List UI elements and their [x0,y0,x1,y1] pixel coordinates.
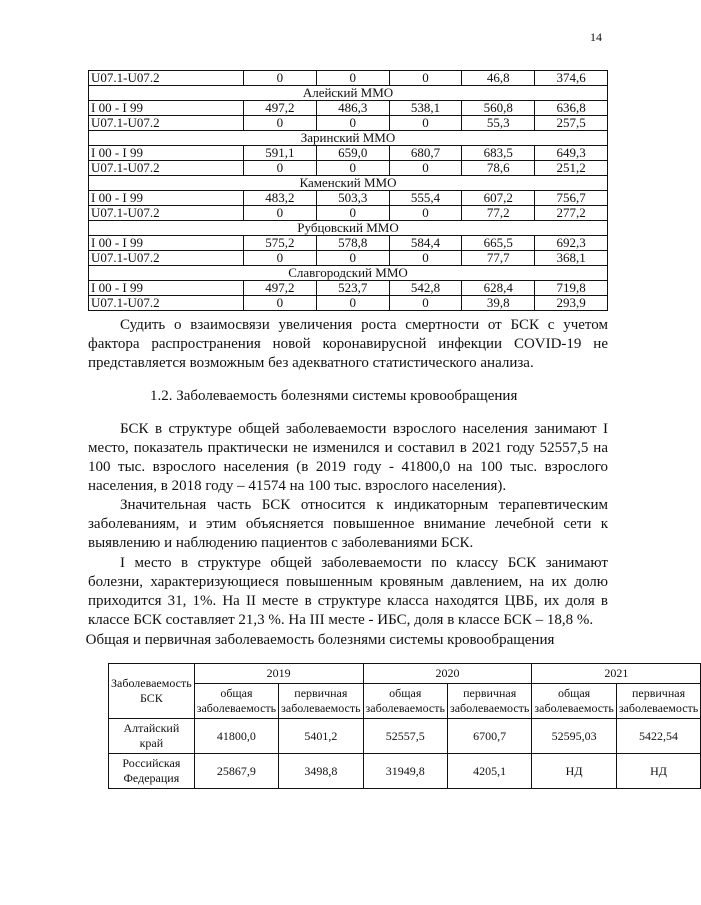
value-cell: 719,8 [535,281,608,296]
table-row [109,719,701,754]
value-cell: 659,0 [316,146,389,161]
code-cell: U07.1-U07.2 [89,71,244,86]
value-cell: 0 [389,296,462,311]
value-cell: 0 [244,161,317,176]
year-2019: 2019 [194,664,363,684]
value-cell: 0 [389,161,462,176]
sub-header: первичная заболеваемость [616,684,700,719]
section-title: Заринский ММО [89,131,608,146]
table-row [89,296,608,311]
table-row [89,251,608,266]
value-cell: 78,6 [462,161,535,176]
value-cell: 4205,1 [447,754,531,789]
value-cell: 0 [389,251,462,266]
value-cell: НД [532,754,616,789]
value-cell: 0 [389,206,462,221]
value-cell: 5422,54 [616,719,700,754]
table-row [89,236,608,251]
page-number: 14 [590,30,602,44]
table-row [89,281,608,296]
paragraph-2: БСК в структуре общей заболеваемости взрослого населения занимают I место, показатель практически не изменился и составил в 2021 году 52557,5 на 100 тыс. взрослого населения (в 2019 году - 41800,0 на 100 тыс. взрослого населения, в 2018 году – 41574 на 100 тыс. взрослого населения). [88,421,608,494]
sub-header: первичная заболеваемость [447,684,531,719]
value-cell: 46,8 [462,71,535,86]
value-cell: 578,8 [316,236,389,251]
code-cell: I 00 - I 99 [89,281,244,296]
row-header: Заболеваемость БСК [109,664,195,719]
value-cell: 0 [316,161,389,176]
table-row [89,116,608,131]
value-cell: 483,2 [244,191,317,206]
sub-header: первичная заболеваемость [279,684,363,719]
value-cell: 5401,2 [279,719,363,754]
section-heading: 1.2. Заболеваемость болезнями системы кровообращения [150,388,518,404]
sub-header: общая заболеваемость [363,684,447,719]
paragraph-3: Значительная часть БСК относится к индикаторным терапевтическим заболеваниям, и этим объясняется повышенное внимание лечебной сети к выявлению и наблюдению пациентов с заболеваниями БСК. [88,497,608,551]
value-cell: 497,2 [244,281,317,296]
value-cell: 251,2 [535,161,608,176]
code-cell: U07.1-U07.2 [89,296,244,311]
table-row [109,754,701,789]
section-title: Славгородский ММО [89,266,608,281]
value-cell: 0 [316,251,389,266]
value-cell: 628,4 [462,281,535,296]
year-2020: 2020 [363,664,532,684]
section-title: Каменский ММО [89,176,608,191]
region-cell: Российская Федерация [109,754,195,789]
table-row [89,146,608,161]
value-cell: 77,2 [462,206,535,221]
value-cell: 31949,8 [363,754,447,789]
value-cell: 0 [244,251,317,266]
code-cell: I 00 - I 99 [89,146,244,161]
table-caption: Общая и первичная заболеваемость болезнями системы кровообращения [85,632,555,648]
table-row [89,191,608,206]
value-cell: 0 [316,296,389,311]
value-cell: 575,2 [244,236,317,251]
value-cell: 560,8 [462,101,535,116]
value-cell: 665,5 [462,236,535,251]
value-cell: 649,3 [535,146,608,161]
section-title: Рубцовский ММО [89,221,608,236]
value-cell: 293,9 [535,296,608,311]
value-cell: 683,5 [462,146,535,161]
value-cell: 0 [244,71,317,86]
value-cell: 756,7 [535,191,608,206]
value-cell: 55,3 [462,116,535,131]
value-cell: 692,3 [535,236,608,251]
value-cell: 542,8 [389,281,462,296]
code-cell: I 00 - I 99 [89,191,244,206]
section-title: Алейский ММО [89,86,608,101]
table-row [89,71,608,86]
value-cell: 368,1 [535,251,608,266]
table-row [89,161,608,176]
value-cell: 0 [316,206,389,221]
value-cell: 636,8 [535,101,608,116]
value-cell: 497,2 [244,101,317,116]
value-cell: 538,1 [389,101,462,116]
value-cell: 25867,9 [194,754,278,789]
value-cell: 0 [389,116,462,131]
value-cell: 0 [244,116,317,131]
region-cell: Алтайский край [109,719,195,754]
value-cell: 680,7 [389,146,462,161]
value-cell: 486,3 [316,101,389,116]
value-cell: 0 [316,116,389,131]
table-row [89,206,608,221]
value-cell: 591,1 [244,146,317,161]
value-cell: 584,4 [389,236,462,251]
value-cell: 374,6 [535,71,608,86]
value-cell: 523,7 [316,281,389,296]
value-cell: НД [616,754,700,789]
mortality-table [88,70,608,311]
value-cell: 555,4 [389,191,462,206]
value-cell: 3498,8 [279,754,363,789]
sub-header: общая заболеваемость [532,684,616,719]
value-cell: 607,2 [462,191,535,206]
code-cell: U07.1-U07.2 [89,206,244,221]
value-cell: 277,2 [535,206,608,221]
value-cell: 0 [244,296,317,311]
paragraph-4: I место в структуре общей заболеваемости по классу БСК занимают болезни, характеризующиеся повышенным кровяным давлением, на их долю приходится 31, 1%. На II месте в структуре класса находятся ЦВБ, их доля в классе БСК составляет 21,3 %. На III месте - ИБС, доля в классе БСК – 18,8 %. [88,555,608,628]
morbidity-table [108,663,701,789]
value-cell: 0 [316,71,389,86]
code-cell: U07.1-U07.2 [89,251,244,266]
value-cell: 503,3 [316,191,389,206]
value-cell: 41800,0 [194,719,278,754]
code-cell: U07.1-U07.2 [89,161,244,176]
value-cell: 77,7 [462,251,535,266]
code-cell: I 00 - I 99 [89,101,244,116]
value-cell: 39,8 [462,296,535,311]
year-2021: 2021 [532,664,701,684]
code-cell: I 00 - I 99 [89,236,244,251]
code-cell: U07.1-U07.2 [89,116,244,131]
value-cell: 52557,5 [363,719,447,754]
value-cell: 6700,7 [447,719,531,754]
value-cell: 52595,03 [532,719,616,754]
sub-header: общая заболеваемость [194,684,278,719]
paragraph-1: Судить о взаимосвязи увеличения роста смертности от БСК с учетом фактора распространения новой коронавирусной инфекции COVID-19 не представляется возможным без адекватного статистического анализа. [88,317,608,371]
value-cell: 0 [244,206,317,221]
table-row [89,101,608,116]
value-cell: 0 [389,71,462,86]
value-cell: 257,5 [535,116,608,131]
